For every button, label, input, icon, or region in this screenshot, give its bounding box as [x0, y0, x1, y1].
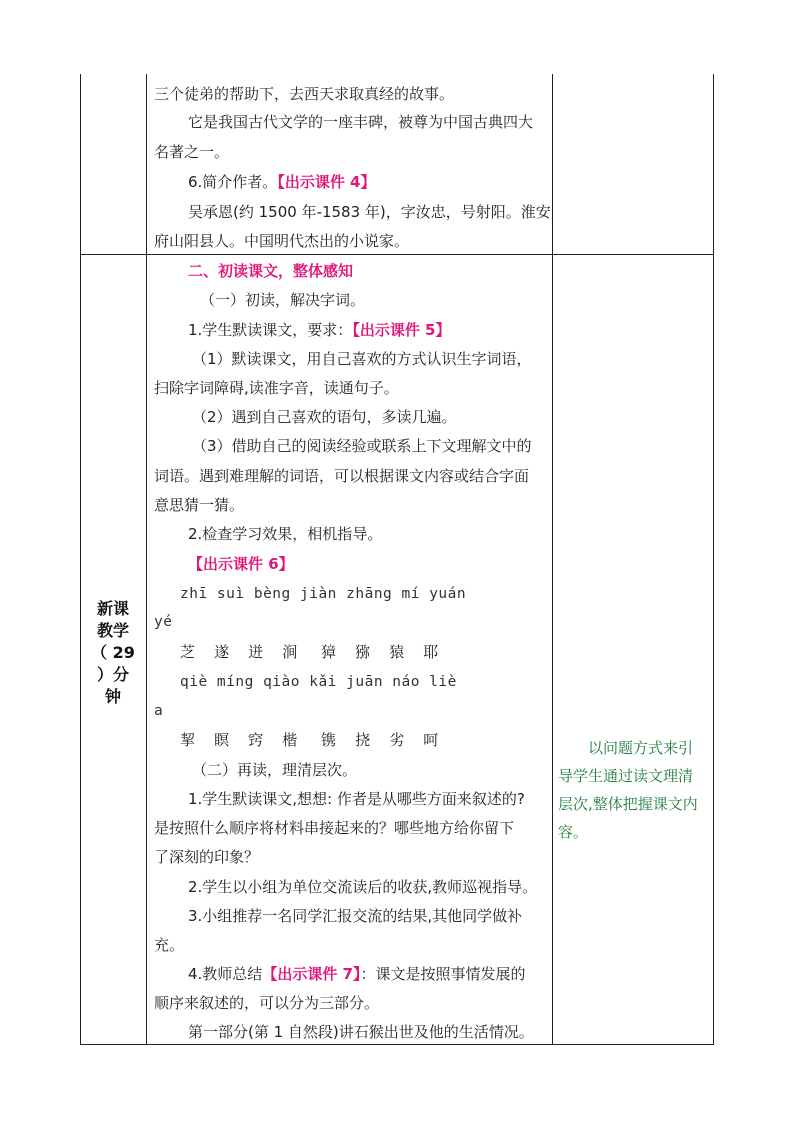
text-line: 名著之一。	[154, 143, 230, 161]
courseware-tag-7: 【出示课件 7】	[262, 965, 361, 983]
pinyin-row: qiè míng qiào kǎi juān náo liè	[180, 674, 457, 690]
teaching-note	[558, 734, 708, 846]
character-row: 挈 瞑 窍 楷 镌 挠 劣 呵	[180, 731, 439, 749]
table-border-right	[713, 74, 714, 1045]
column-divider-1	[146, 74, 147, 1045]
text-line	[188, 964, 526, 984]
text-line: 意思猜一猜。	[154, 496, 245, 514]
text-line: 2.检查学习效果，相机指导。	[188, 525, 383, 543]
note-line: 以问题方式来引	[588, 739, 694, 757]
text-line: 它是我国古代文学的一座丰碑，被尊为中国古典四大	[188, 113, 534, 131]
character-row: 芝 遂 迸 涧 獐 猕 猿 耶	[180, 643, 439, 661]
pinyin-row-wrap: yé	[154, 614, 173, 630]
note-line: 容。	[558, 823, 589, 841]
text-line	[188, 320, 451, 340]
text-line: 3.小组推荐一名同学汇报交流的结果,其他同学做补	[188, 907, 523, 925]
item-6-text: 6.简介作者。	[188, 173, 278, 191]
text-line: （3）借助自己的阅读经验或联系上下文理解文中的	[192, 437, 532, 455]
text-line: （2）遇到自己喜欢的语句，多读几遍。	[192, 408, 457, 426]
note-line: 层次,整体把握课文内	[558, 795, 698, 813]
text-line: 第一部分(第 1 自然段)讲石猴出世及他的生活情况。	[188, 1023, 534, 1041]
pinyin-row: zhī suì bèng jiàn zhāng mí yuán	[180, 586, 467, 602]
item-4-text-cont: ：课文是按照事情发展的	[360, 965, 526, 983]
text-line: 词语。遇到难理解的词语，可以根据课文内容或结合字面	[154, 467, 530, 485]
column-divider-2	[552, 74, 553, 1045]
text-line: 三个徒弟的帮助下，去西天求取真经的故事。	[154, 85, 455, 103]
section-label-line: ）分	[96, 665, 129, 684]
pinyin-row-wrap: a	[154, 703, 164, 719]
section-label-line: 新课	[96, 599, 129, 618]
lesson-table	[80, 74, 714, 1045]
text-line: 充。	[154, 936, 185, 954]
text-line: （一）初读，解决字词。	[200, 291, 366, 309]
item-1-text: 1.学生默读课文，要求：	[188, 321, 353, 339]
text-line: 扫除字词障碍,读准字音，读通句子。	[154, 379, 399, 397]
section-label-line: 教学	[96, 621, 129, 640]
table-border-left	[80, 74, 81, 1045]
table-border-bottom	[80, 1044, 714, 1045]
text-line: 2.学生以小组为单位交流读后的收获,教师巡视指导。	[188, 878, 538, 896]
text-line: 是按照什么顺序将材料串接起来的？哪些地方给你留下	[154, 819, 515, 837]
text-line: 了深刻的印象？	[154, 848, 260, 866]
courseware-tag-6: 【出示课件 6】	[188, 555, 294, 573]
text-line: （1）默读课文，用自己喜欢的方式认识生字词语，	[192, 350, 532, 368]
text-line: 1.学生默读课文,想想: 作者是从哪些方面来叙述的?	[188, 790, 525, 808]
text-line: 府山阳县人。中国明代杰出的小说家。	[154, 232, 410, 250]
section-label-line: 钟	[104, 687, 121, 706]
section-label	[80, 598, 146, 708]
row-divider	[80, 254, 714, 255]
text-line: （二）再读，理清层次。	[192, 761, 358, 779]
text-line: 吴承恩(约 1500 年-1583 年)，字汝忠，号射阳。淮安	[188, 203, 551, 221]
item-4-text: 4.教师总结	[188, 965, 263, 983]
section-heading: 二、初读课文，整体感知	[188, 262, 354, 280]
courseware-tag-4: 【出示课件 4】	[277, 173, 376, 191]
text-line: 顺序来叙述的，可以分为三部分。	[154, 994, 380, 1012]
note-line: 导学生通过读文理清	[558, 767, 694, 785]
text-line	[188, 172, 375, 192]
courseware-tag-5: 【出示课件 5】	[352, 321, 451, 339]
section-label-line: （ 29	[91, 643, 135, 662]
